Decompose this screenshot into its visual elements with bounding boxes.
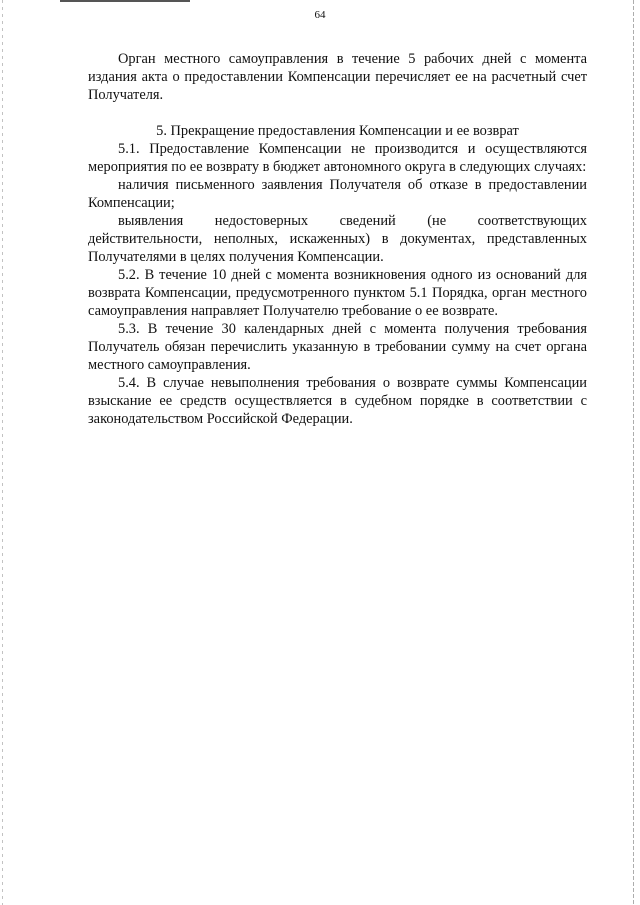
paragraph-5-3: 5.3. В течение 30 календарных дней с момента получения требования Получатель обязан перечислить указанную в требовании сумму на счет органа местного самоуправления. [88,321,587,373]
page-number: 64 [314,9,326,21]
paragraph-false-information: выявления недостоверных сведений (не соответствующих действительности, неполных, искаженных) в документах, представленных Получателями в целях получения Компенсации. [88,213,587,265]
paragraph-5-2: 5.2. В течение 10 дней с момента возникновения одного из оснований для возврата Компенсации, предусмотренного пунктом 5.1 Порядка, орган местного самоуправления направляет Получателю требование о ее возврате. [88,267,587,319]
paragraph-5-4: 5.4. В случае невыполнения требования о возврате суммы Компенсации взыскание ее средств осуществляется в судебном порядке в соответствии с законодательством Российской Федерации. [88,375,587,427]
scan-edge-right [633,0,634,905]
paragraph-transfer: Орган местного самоуправления в течение 5 рабочих дней с момента издания акта о предоставлении Компенсации перечисляет ее на расчетный счет Получателя. [88,51,587,103]
paragraph-5-1: 5.1. Предоставление Компенсации не производится и осуществляются мероприятия по ее возврату в бюджет автономного округа в следующих случаях: [88,141,587,175]
scan-edge-left [2,0,3,905]
paragraph-written-application: наличия письменного заявления Получателя об отказе в предоставлении Компенсации; [88,177,587,211]
document-body [88,50,587,428]
section-heading: 5. Прекращение предоставления Компенсации и ее возврат [156,123,519,139]
scan-top-mark [60,0,190,2]
